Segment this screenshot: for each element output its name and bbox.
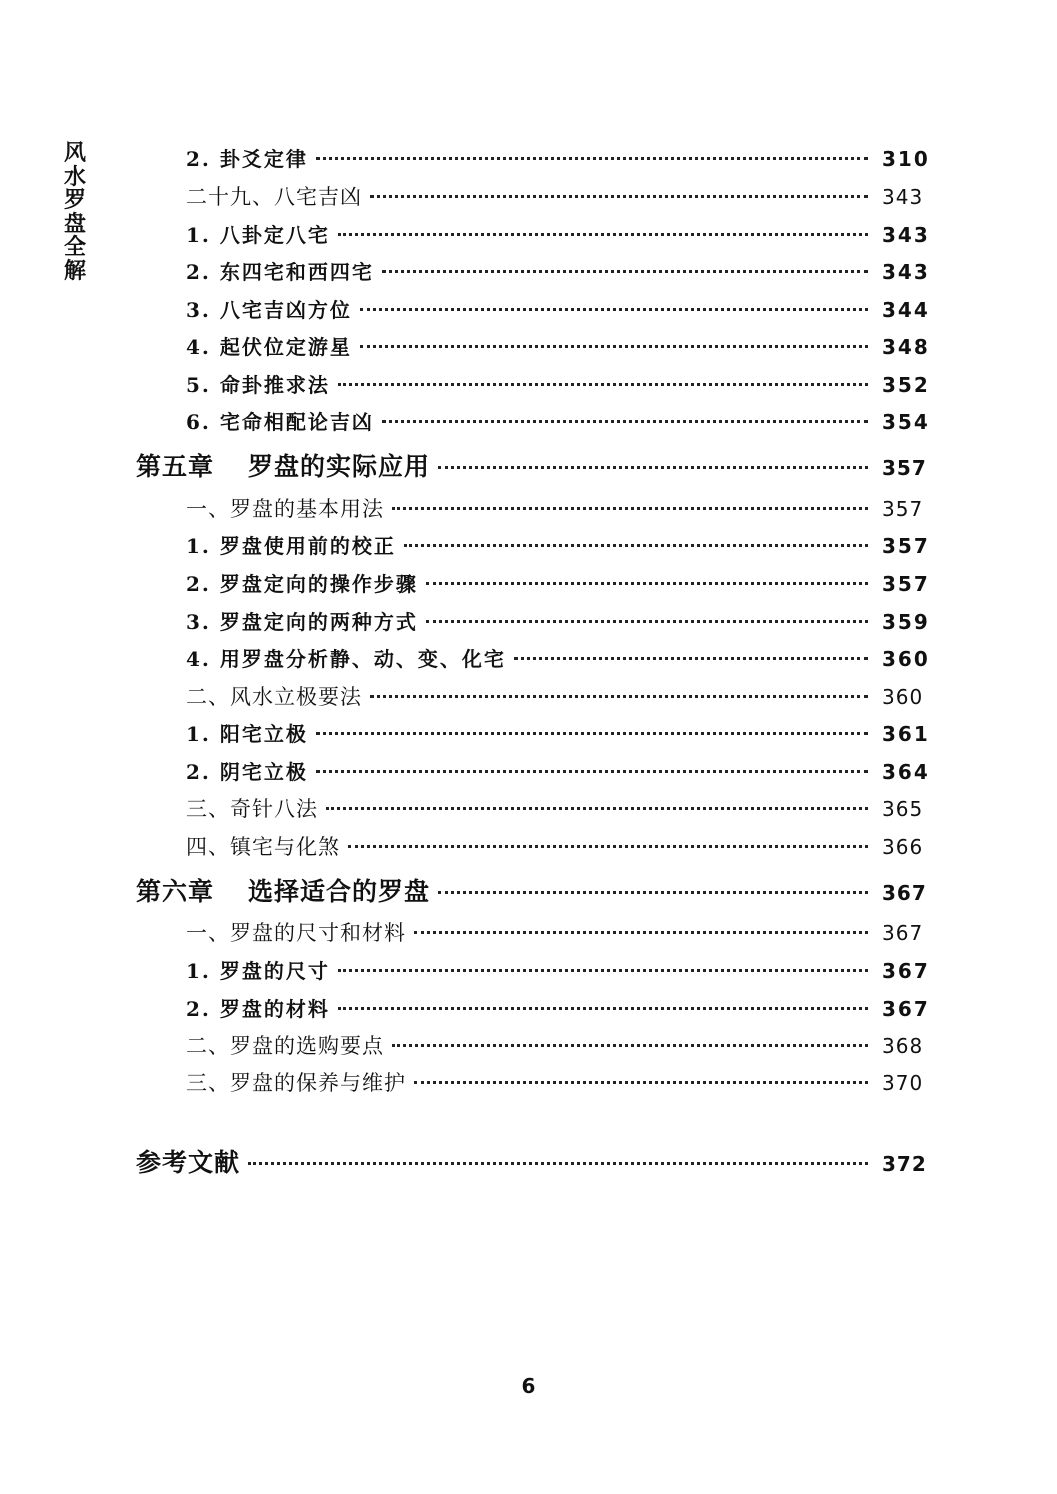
- chapter-title: 选择适合的罗盘: [248, 877, 431, 906]
- toc-entry-label: 1. 罗盘使用前的校正: [186, 534, 396, 558]
- toc-entry: [186, 993, 930, 1022]
- dot-leader: [426, 582, 868, 585]
- dot-leader: [438, 466, 868, 469]
- toc-entry: [186, 294, 930, 323]
- toc-entry: [186, 568, 930, 597]
- toc-entry: [186, 1030, 922, 1060]
- toc-entry-label: 2. 罗盘的材料: [186, 997, 330, 1021]
- dot-leader: [338, 969, 868, 972]
- dot-leader: [414, 931, 868, 934]
- toc-entry: [186, 955, 930, 984]
- toc-page-number: 365: [882, 797, 924, 821]
- toc-entry-label: 二、罗盘的选购要点: [186, 1034, 384, 1058]
- toc-entry-label: 一、罗盘的尺寸和材料: [186, 921, 406, 945]
- dot-leader: [514, 657, 868, 660]
- chapter-title: 罗盘的实际应用: [248, 452, 431, 481]
- toc-entry-label: 2. 阴宅立极: [186, 760, 308, 784]
- toc-page-number: 370: [882, 1071, 924, 1095]
- toc-entry: [186, 331, 930, 360]
- dot-leader: [414, 1081, 868, 1084]
- toc-entry: [186, 219, 930, 248]
- toc-chapter-entry: [136, 447, 927, 483]
- toc-entry-label: 2. 东四宅和西四宅: [186, 260, 374, 284]
- toc-page-number: 367: [882, 997, 930, 1021]
- title-char: 水: [63, 164, 86, 190]
- toc-page-number: 361: [882, 722, 930, 746]
- toc-page-number: 357: [882, 456, 927, 480]
- dot-leader: [316, 157, 868, 160]
- toc-page-number: 310: [882, 147, 930, 171]
- toc-entry-label: 二、风水立极要法: [186, 685, 362, 709]
- toc-page-number: 359: [882, 610, 930, 634]
- toc-page-number: 360: [882, 685, 924, 709]
- dot-leader: [248, 1162, 868, 1165]
- toc-page-number: 343: [882, 185, 924, 209]
- dot-leader: [326, 807, 868, 810]
- toc-entry: [186, 756, 930, 785]
- title-char: 罗: [63, 188, 86, 213]
- toc-entry: [186, 406, 930, 435]
- title-char: 盘: [63, 211, 86, 237]
- toc-entry: [186, 917, 922, 947]
- toc-page-number: 367: [882, 881, 927, 905]
- toc-entry-label: 6. 宅命相配论吉凶: [186, 410, 374, 434]
- toc-entry-label: 1. 八卦定八宅: [186, 223, 330, 247]
- dot-leader: [382, 270, 868, 273]
- title-char: 解: [63, 258, 86, 284]
- running-book-title: [60, 142, 90, 283]
- toc-entry: [186, 493, 922, 523]
- toc-references-entry: [136, 1143, 927, 1179]
- dot-leader: [338, 233, 868, 236]
- toc-page-number: 360: [882, 647, 930, 671]
- dot-leader: [404, 544, 868, 547]
- toc-entry-label: 4. 起伏位定游星: [186, 335, 352, 359]
- toc-entry-label: 4. 用罗盘分析静、动、变、化宅: [186, 647, 506, 671]
- toc-entry-label: 3. 八宅吉凶方位: [186, 298, 352, 322]
- toc-page-number: 368: [882, 1034, 924, 1058]
- dot-leader: [382, 420, 868, 423]
- toc-entry: [186, 718, 930, 747]
- title-char: 风: [63, 141, 86, 166]
- toc-entry: [186, 831, 922, 861]
- toc-page-number: 354: [882, 410, 930, 434]
- toc-page-number: 367: [882, 921, 924, 945]
- chapter-number: 第五章: [136, 452, 215, 481]
- dot-leader: [438, 891, 868, 894]
- toc-page-number: 343: [882, 223, 930, 247]
- dot-leader: [348, 845, 868, 848]
- toc-entry-label: 2. 卦爻定律: [186, 147, 308, 171]
- toc-entry: [186, 793, 922, 823]
- dot-leader: [316, 770, 868, 773]
- toc-entry: [186, 606, 930, 635]
- toc-entry-label: 3. 罗盘定向的两种方式: [186, 610, 418, 634]
- dot-leader: [360, 345, 868, 348]
- toc-entry: [186, 1067, 922, 1097]
- toc-entry-label: 三、奇针八法: [186, 797, 318, 821]
- toc-entry: [186, 643, 930, 672]
- toc-entry: [186, 369, 930, 398]
- toc-page-number: 367: [882, 959, 930, 983]
- toc-page-number: 366: [882, 835, 924, 859]
- toc-entry-label: 三、罗盘的保养与维护: [186, 1071, 406, 1095]
- toc-page-number: 344: [882, 298, 930, 322]
- title-char: 全: [63, 235, 86, 260]
- toc-entry: [186, 181, 922, 211]
- toc-entry-label: 2. 罗盘定向的操作步骤: [186, 572, 418, 596]
- toc-entry: [186, 530, 930, 559]
- dot-leader: [392, 507, 868, 510]
- dot-leader: [426, 620, 868, 623]
- toc-page-number: 364: [882, 760, 930, 784]
- toc-chapter-heading: [136, 447, 430, 483]
- dot-leader: [392, 1044, 868, 1047]
- page-number: 6: [521, 1374, 536, 1398]
- toc-page-number: 357: [882, 534, 930, 558]
- toc-entry: [186, 681, 922, 711]
- dot-leader: [338, 1007, 868, 1010]
- toc-entry-label: 一、罗盘的基本用法: [186, 497, 384, 521]
- toc-chapter-heading: [136, 872, 430, 908]
- chapter-number: 第六章: [136, 877, 215, 906]
- toc-page-number: 372: [882, 1152, 927, 1176]
- dot-leader: [360, 308, 868, 311]
- toc-entry: [186, 143, 930, 172]
- toc-entry-label: 1. 阳宅立极: [186, 722, 308, 746]
- dot-leader: [370, 695, 868, 698]
- toc-entry-label: 1. 罗盘的尺寸: [186, 959, 330, 983]
- toc-entry-label: 四、镇宅与化煞: [186, 835, 340, 859]
- toc-entry-label: 参考文献: [136, 1148, 241, 1177]
- toc-page-number: 343: [882, 260, 930, 284]
- dot-leader: [338, 383, 868, 386]
- toc-chapter-entry: [136, 872, 927, 908]
- toc-entry-label: 二十九、八宅吉凶: [186, 185, 362, 209]
- toc-page-number: 352: [882, 373, 930, 397]
- toc-entry-label: 5. 命卦推求法: [186, 373, 330, 397]
- toc-page-number: 348: [882, 335, 930, 359]
- toc-entry: [186, 256, 930, 285]
- toc-page-number: 357: [882, 572, 930, 596]
- toc-page-number: 357: [882, 497, 924, 521]
- dot-leader: [370, 195, 868, 198]
- dot-leader: [316, 732, 868, 735]
